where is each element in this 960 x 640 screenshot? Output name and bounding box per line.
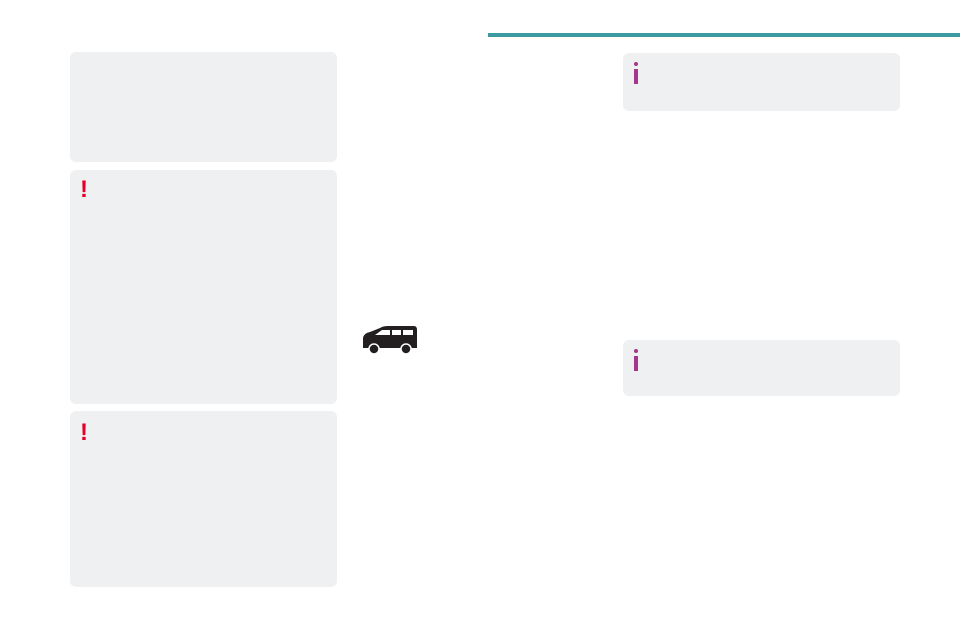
recommendations-box (70, 170, 337, 404)
info-icon (634, 62, 638, 84)
roof-diagram-top (355, 130, 615, 305)
warning-box (70, 411, 337, 587)
info-box-barres-text (623, 53, 900, 65)
info-icon (634, 349, 638, 371)
info-box-barres (623, 53, 900, 111)
recommendations-text (70, 170, 337, 187)
warning-icon: ! (80, 176, 88, 203)
header-accent-bar (488, 33, 960, 37)
info-box-galeries-text (623, 340, 900, 352)
intro-box (70, 52, 337, 162)
van-pictogram (360, 322, 420, 356)
roof-diagram-top-svg (355, 130, 615, 305)
roof-diagram-bottom-svg (355, 386, 615, 561)
intro-box-lines (70, 52, 337, 66)
van-icon (360, 322, 420, 356)
warning-text (70, 411, 337, 428)
warning-icon: ! (80, 419, 88, 446)
roof-diagram-bottom (355, 386, 615, 561)
info-box-galeries (623, 340, 900, 396)
